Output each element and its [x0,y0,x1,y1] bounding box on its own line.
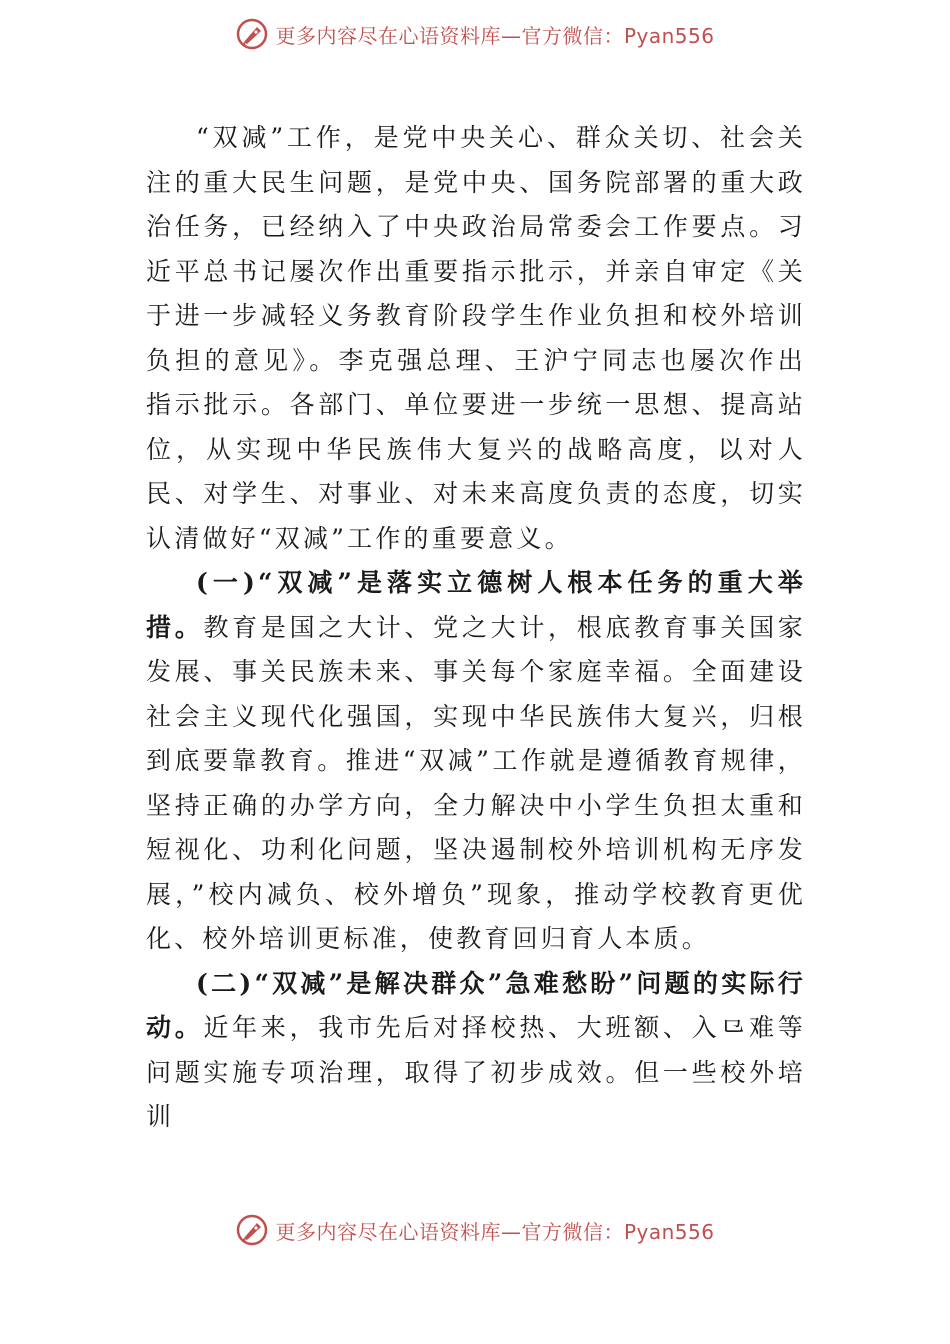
pen-nib-icon [235,1213,269,1247]
watermark-text: 更多内容尽在心语资料库—官方微信：Pyan556 [275,23,715,48]
footer-watermark [0,1212,950,1248]
pen-nib-icon [235,17,269,51]
document-body [146,116,806,1140]
header-watermark [0,16,950,52]
paragraph-intro [146,116,806,561]
section-heading: (一)“双减”是落实立德树人根本任务的重大举措。 [146,568,806,642]
paragraph-text: 近年来，我市先后对择校热、大班额、入⺋难等问题实施专项治理，取得了初步成效。但一些校外培训 [146,1013,806,1131]
paragraph-section-2 [146,962,806,1140]
section-heading: (二)“双减”是解决群众”急难愁盼”问题的实际行动。 [146,968,806,1042]
paragraph-text: “双减”工作，是党中央关心、群众关切、社会关注的重大民生问题，是党中央、国务院部署的重大政治任务，已经纳入了中央政治局常委会工作要点。习近平总书记屡次作出重要指示批示，并亲自审定《关于进一步减轻义务教育阶段学生作业负担和校外培训负担的意见》。李克强总理、王沪宁同志也屡次作出指示批示。各部门、单位要进一步统一思想、提高站位，从实现中华民族伟大复兴的战略高度，以对人民、对学生、对事业、对未来高度负责的态度，切实认清做好“双减”工作的重要意义。 [146,123,806,553]
paragraph-section-1 [146,561,806,962]
paragraph-text: 教育是国之大计、党之大计，根底教育事关国家发展、事关民族未来、事关每个家庭幸福。全面建设社会主义现代化强国，实现中华民族伟大复兴，归根到底要靠教育。推进“双减”工作就是遵循教育规律，坚持正确的办学方向，全力解决中小学生负担太重和短视化、功利化问题，坚决遏制校外培训机构无序发展，”校内减负、校外增负”现象，推动学校教育更优化、校外培训更标准，使教育回归育人本质。 [146,612,806,953]
watermark-text: 更多内容尽在心语资料库—官方微信：Pyan556 [275,1219,715,1244]
